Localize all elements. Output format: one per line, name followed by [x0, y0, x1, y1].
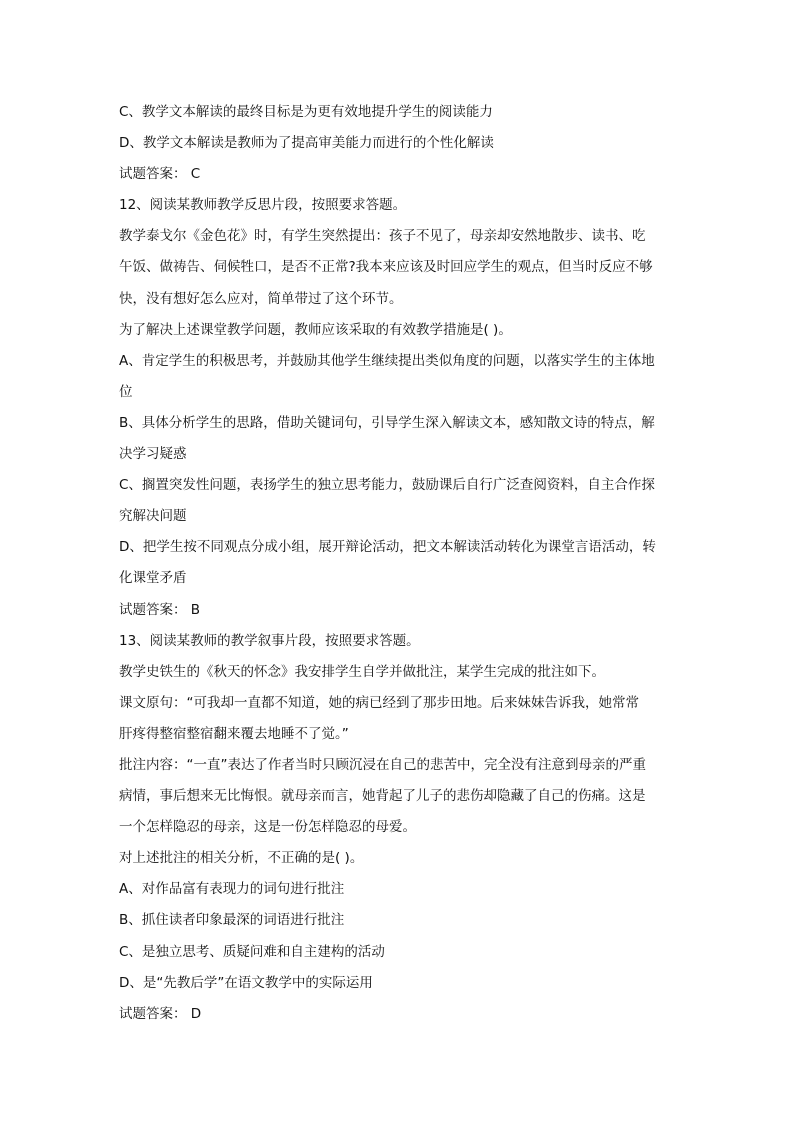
text-line: B、抓住读者印象最深的词语进行批注: [119, 912, 345, 929]
text-line: 一个怎样隐忍的母亲，这是一份怎样隐忍的母爱。: [119, 819, 416, 836]
text-line: 13、阅读某教师的教学叙事片段，按照要求答题。: [119, 632, 420, 649]
text-line: C、是独立思考、质疑问难和自主建构的活动: [119, 943, 385, 960]
text-line: 为了解决上述课堂教学问题，教师应该采取的有效教学措施是( )。: [119, 321, 512, 338]
text-line: 12、阅读某教师教学反思片段，按照要求答题。: [119, 197, 407, 214]
text-line: 教学泰戈尔《金色花》时，有学生突然提出：孩子不见了，母亲却安然地散步、读书、吃: [119, 228, 646, 245]
text-line: 试题答案： D: [119, 1005, 202, 1022]
text-line: 午饭、做祷告、伺候牲口，是否不正常?我本来应该及时回应学生的观点，但当时反应不够: [119, 259, 653, 276]
text-line: C、教学文本解读的最终目标是为更有效地提升学生的阅读能力: [119, 104, 493, 120]
text-line: 试题答案： C: [119, 166, 201, 183]
text-line: C、搁置突发性问题，表扬学生的独立思考能力，鼓励课后自行广泛查阅资料，自主合作探: [119, 477, 655, 494]
text-line: 究解决问题: [119, 508, 187, 525]
text-line: 试题答案： B: [119, 601, 201, 618]
text-line: B、具体分析学生的思路，借助关键词句，引导学生深入解读文本，感知散文诗的特点，解: [119, 414, 655, 431]
text-line: 化课堂矛盾: [119, 570, 187, 587]
text-line: 批注内容：“一直”表达了作者当时只顾沉浸在自己的悲苦中，完全没有注意到母亲的严重: [119, 756, 646, 773]
text-line: 位: [119, 383, 133, 400]
text-line: 课文原句：“可我却一直都不知道，她的病已经到了那步田地。后来妹妹告诉我，她常常: [119, 694, 639, 711]
text-line: D、是“先教后学”在语文教学中的实际运用: [119, 974, 373, 991]
text-line: 教学史铁生的《秋天的怀念》我安排学生自学并做批注，某学生完成的批注如下。: [119, 663, 605, 680]
text-line: D、把学生按不同观点分成小组，展开辩论活动，把文本解读活动转化为课堂言语活动，转: [119, 539, 656, 556]
text-line: 快，没有想好怎么应对，简单带过了这个环节。: [119, 290, 403, 307]
text-line: 肝疼得整宿整宿翻来覆去地睡不了觉。”: [119, 725, 349, 742]
text-line: 对上述批注的相关分析，不正确的是( )。: [119, 850, 364, 867]
text-line: A、肯定学生的积极思考，并鼓励其他学生继续提出类似角度的问题，以落实学生的主体地: [119, 352, 655, 369]
text-line: 病情，事后想来无比悔恨。就母亲而言，她背起了儿子的悲伤却隐藏了自己的伤痛。这是: [119, 788, 646, 805]
text-line: D、教学文本解读是教师为了提高审美能力而进行的个性化解读: [119, 135, 494, 152]
document-page: [119, 97, 656, 1030]
text-line: 决学习疑惑: [119, 446, 187, 463]
text-line: A、对作品富有表现力的词句进行批注: [119, 881, 345, 898]
